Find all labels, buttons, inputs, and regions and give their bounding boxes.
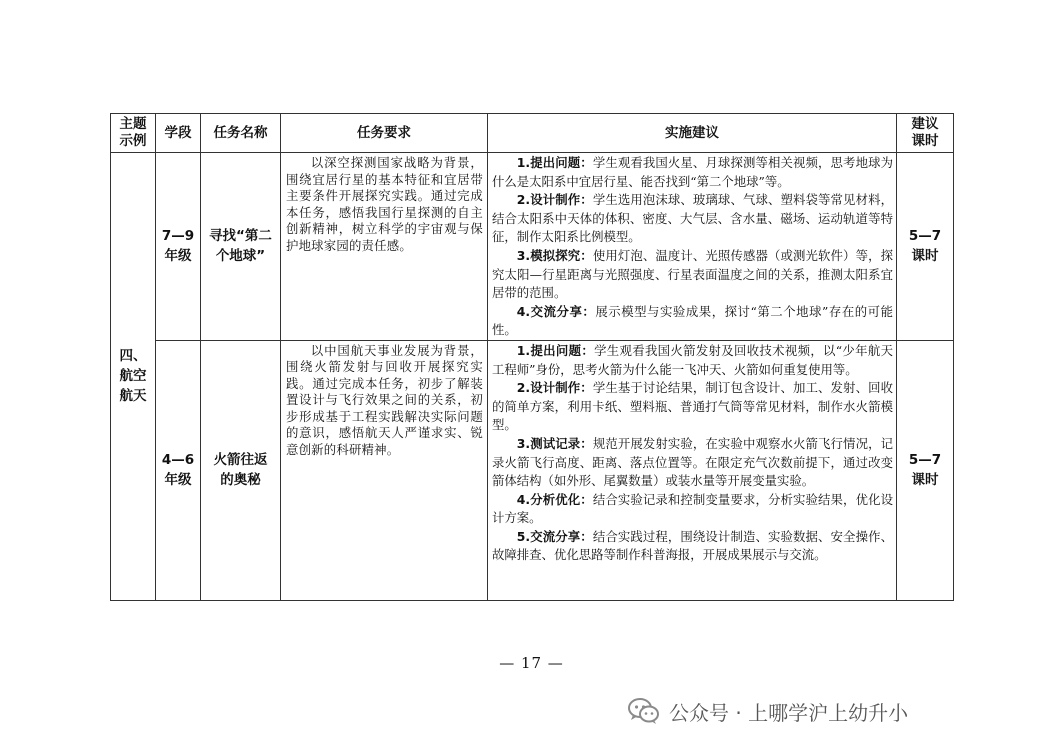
requirement-cell: 以深空探测国家战略为背景，围绕宜居行星的基本特征和宜居带主要条件开展探究实践。通过完成本任务，感悟我国行星探测的自主创新精神，树立科学的宇宙观与保护地球家园的责任感。 (281, 153, 488, 341)
task-name-cell: 火箭往返 的奥秘 (201, 340, 281, 600)
requirement-cell: 以中国航天事业发展为背景，围绕火箭发射与回收开展探究实践。通过完成本任务，初步了解装置设计与飞行效果之间的关系，初步形成基于工程实践解决实际问题的意识，感悟航天人严谨求实、锐意创新的科研精神。 (281, 340, 488, 600)
header-task-name: 任务名称 (201, 114, 281, 153)
impl-step: 3.模拟探究：使用灯泡、温度计、光照传感器（或测光软件）等，探究太阳—行星距离与光照强度、行星表面温度之间的关系，推测太阳系宜居带的范围。 (492, 247, 893, 301)
page-number: — 17 — (499, 654, 564, 672)
implementation-cell (488, 153, 897, 341)
wechat-icon (627, 696, 661, 726)
impl-step: 2.设计制作：学生基于讨论结果，制订包含设计、加工、发射、回收的简单方案，利用卡纸、塑料瓶、普通打气筒等常见材料，制作水火箭模型。 (492, 380, 893, 433)
hours-cell: 5—7 课时 (897, 340, 954, 600)
impl-step: 4.分析优化：结合实验记录和控制变量要求，分析实验结果，优化设计方案。 (492, 491, 893, 526)
watermark-text: 公众号 · 上哪学沪上幼升小 (669, 700, 909, 725)
header-stage: 学段 (156, 114, 201, 153)
stage-cell: 7—9 年级 (156, 153, 201, 341)
header-requirement: 任务要求 (281, 114, 488, 153)
impl-step: 1.提出问题：学生观看我国火星、月球探测等相关视频，思考地球为什么是太阳系中宜居行星、能否找到“第二个地球”等。 (492, 155, 893, 189)
watermark (627, 694, 908, 728)
hours-cell: 5—7 课时 (897, 153, 954, 341)
impl-step: 5.交流分享：结合实践过程，围绕设计制造、实验数据、安全操作、故障排查、优化思路等制作科普海报，开展成果展示与交流。 (492, 528, 893, 563)
header-implementation: 实施建议 (488, 114, 897, 153)
table-row (111, 340, 954, 600)
stage-cell: 4—6 年级 (156, 340, 201, 600)
impl-step: 2.设计制作：学生选用泡沫球、玻璃球、气球、塑料袋等常见材料，结合太阳系中天体的体积、密度、大气层、含水量、磁场、运动轨道等特征，制作太阳系比例模型。 (492, 192, 893, 245)
task-name-cell: 寻找“第二 个地球” (201, 153, 281, 341)
impl-step: 1.提出问题：学生观看我国火箭发射及回收技术视频，以“少年航天工程师”身份，思考火箭为什么能一飞冲天、火箭如何重复使用等。 (492, 342, 893, 377)
implementation-cell (488, 340, 897, 600)
curriculum-table (110, 113, 954, 601)
header-theme: 主题 示例 (111, 114, 156, 153)
impl-step: 3.测试记录：规范开展发射实验，在实验中观察水火箭飞行情况，记录火箭飞行高度、距离、落点位置等。在限定充气次数前提下，通过改变箭体结构（如外形、尾翼数量）或装水量等开展变量实验。 (492, 435, 893, 489)
header-row (111, 114, 954, 153)
table-row (111, 153, 954, 341)
theme-cell: 四、 航空 航天 (111, 153, 156, 601)
header-hours: 建议 课时 (897, 114, 954, 153)
impl-step: 4.交流分享：展示模型与实验成果，探讨“第二个地球”存在的可能性。 (492, 303, 893, 338)
